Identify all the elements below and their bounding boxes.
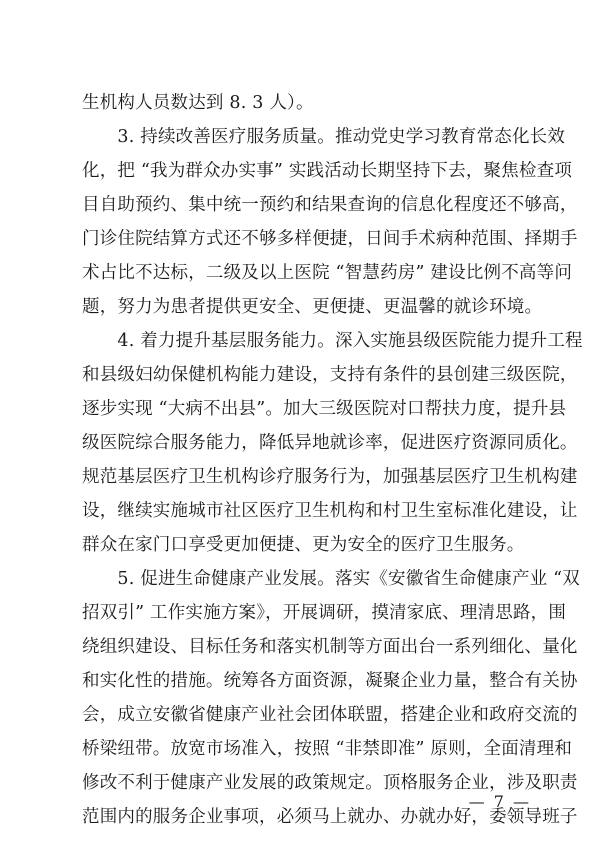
- body-line: 群众在家门口享受更加便捷、更为安全的医疗卫生服务。: [82, 535, 525, 555]
- body-line: 术占比不达标，二级及以上医院 “智慧药房” 建设比例不高等问: [82, 263, 573, 283]
- body-line: 桥梁纽带。放宽市场准入，按照 “非禁即准” 原则，全面清理和: [82, 739, 573, 759]
- body-line: 范围内的服务企业事项，必须马上就办、办就办好，委领导班子: [82, 807, 578, 827]
- body-line: 门诊住院结算方式还不够多样便捷，日间手术病种范围、择期手: [82, 229, 578, 249]
- body-line: 设，继续实施城市社区医疗卫生机构和村卫生室标准化建设，让: [82, 501, 578, 521]
- body-line: 3. 持续改善医疗服务质量。推动党史学习教育常态化长效: [82, 127, 566, 147]
- body-line: 5. 促进生命健康产业发展。落实《安徽省生命健康产业 “双: [82, 569, 580, 589]
- body-line: 会，成立安徽省健康产业社会团体联盟，搭建企业和政府交流的: [82, 705, 578, 725]
- body-line: 规范基层医疗卫生机构诊疗服务行为，加强基层医疗卫生机构建: [82, 467, 578, 487]
- body-line: 化，把 “我为群众办实事” 实践活动长期坚持下去，聚焦检查项: [82, 161, 573, 181]
- body-line: 级医院综合服务能力，降低异地就诊率，促进医疗资源同质化。: [82, 433, 578, 453]
- body-line: 绕组织建设、目标任务和落实机制等方面出台一系列细化、量化: [82, 637, 578, 657]
- body-line: 修改不利于健康产业发展的政策规定。顶格服务企业，涉及职责: [82, 773, 578, 793]
- body-line: 招双引” 工作实施方案》，开展调研，摸清家底、理清思路，围: [82, 603, 567, 623]
- body-line: 题，努力为患者提供更安全、更便捷、更温馨的就诊环境。: [82, 297, 543, 317]
- body-line: 生机构人员数达到 8. 3 人）。: [82, 93, 314, 113]
- body-line: 4. 着力提升基层服务能力。深入实施县级医院能力提升工程: [82, 331, 583, 351]
- body-line: 和实化性的措施。统筹各方面资源，凝聚企业力量，整合有关协: [82, 671, 578, 691]
- page-number: — 7 —: [468, 792, 531, 811]
- body-line: 逐步实现 “大病不出县”。加大三级医院对口帮扶力度，提升县: [82, 399, 567, 419]
- body-line: 目自助预约、集中统一预约和结果查询的信息化程度还不够高，: [82, 195, 578, 215]
- body-line: 和县级妇幼保健机构能力建设，支持有条件的县创建三级医院，: [82, 365, 578, 385]
